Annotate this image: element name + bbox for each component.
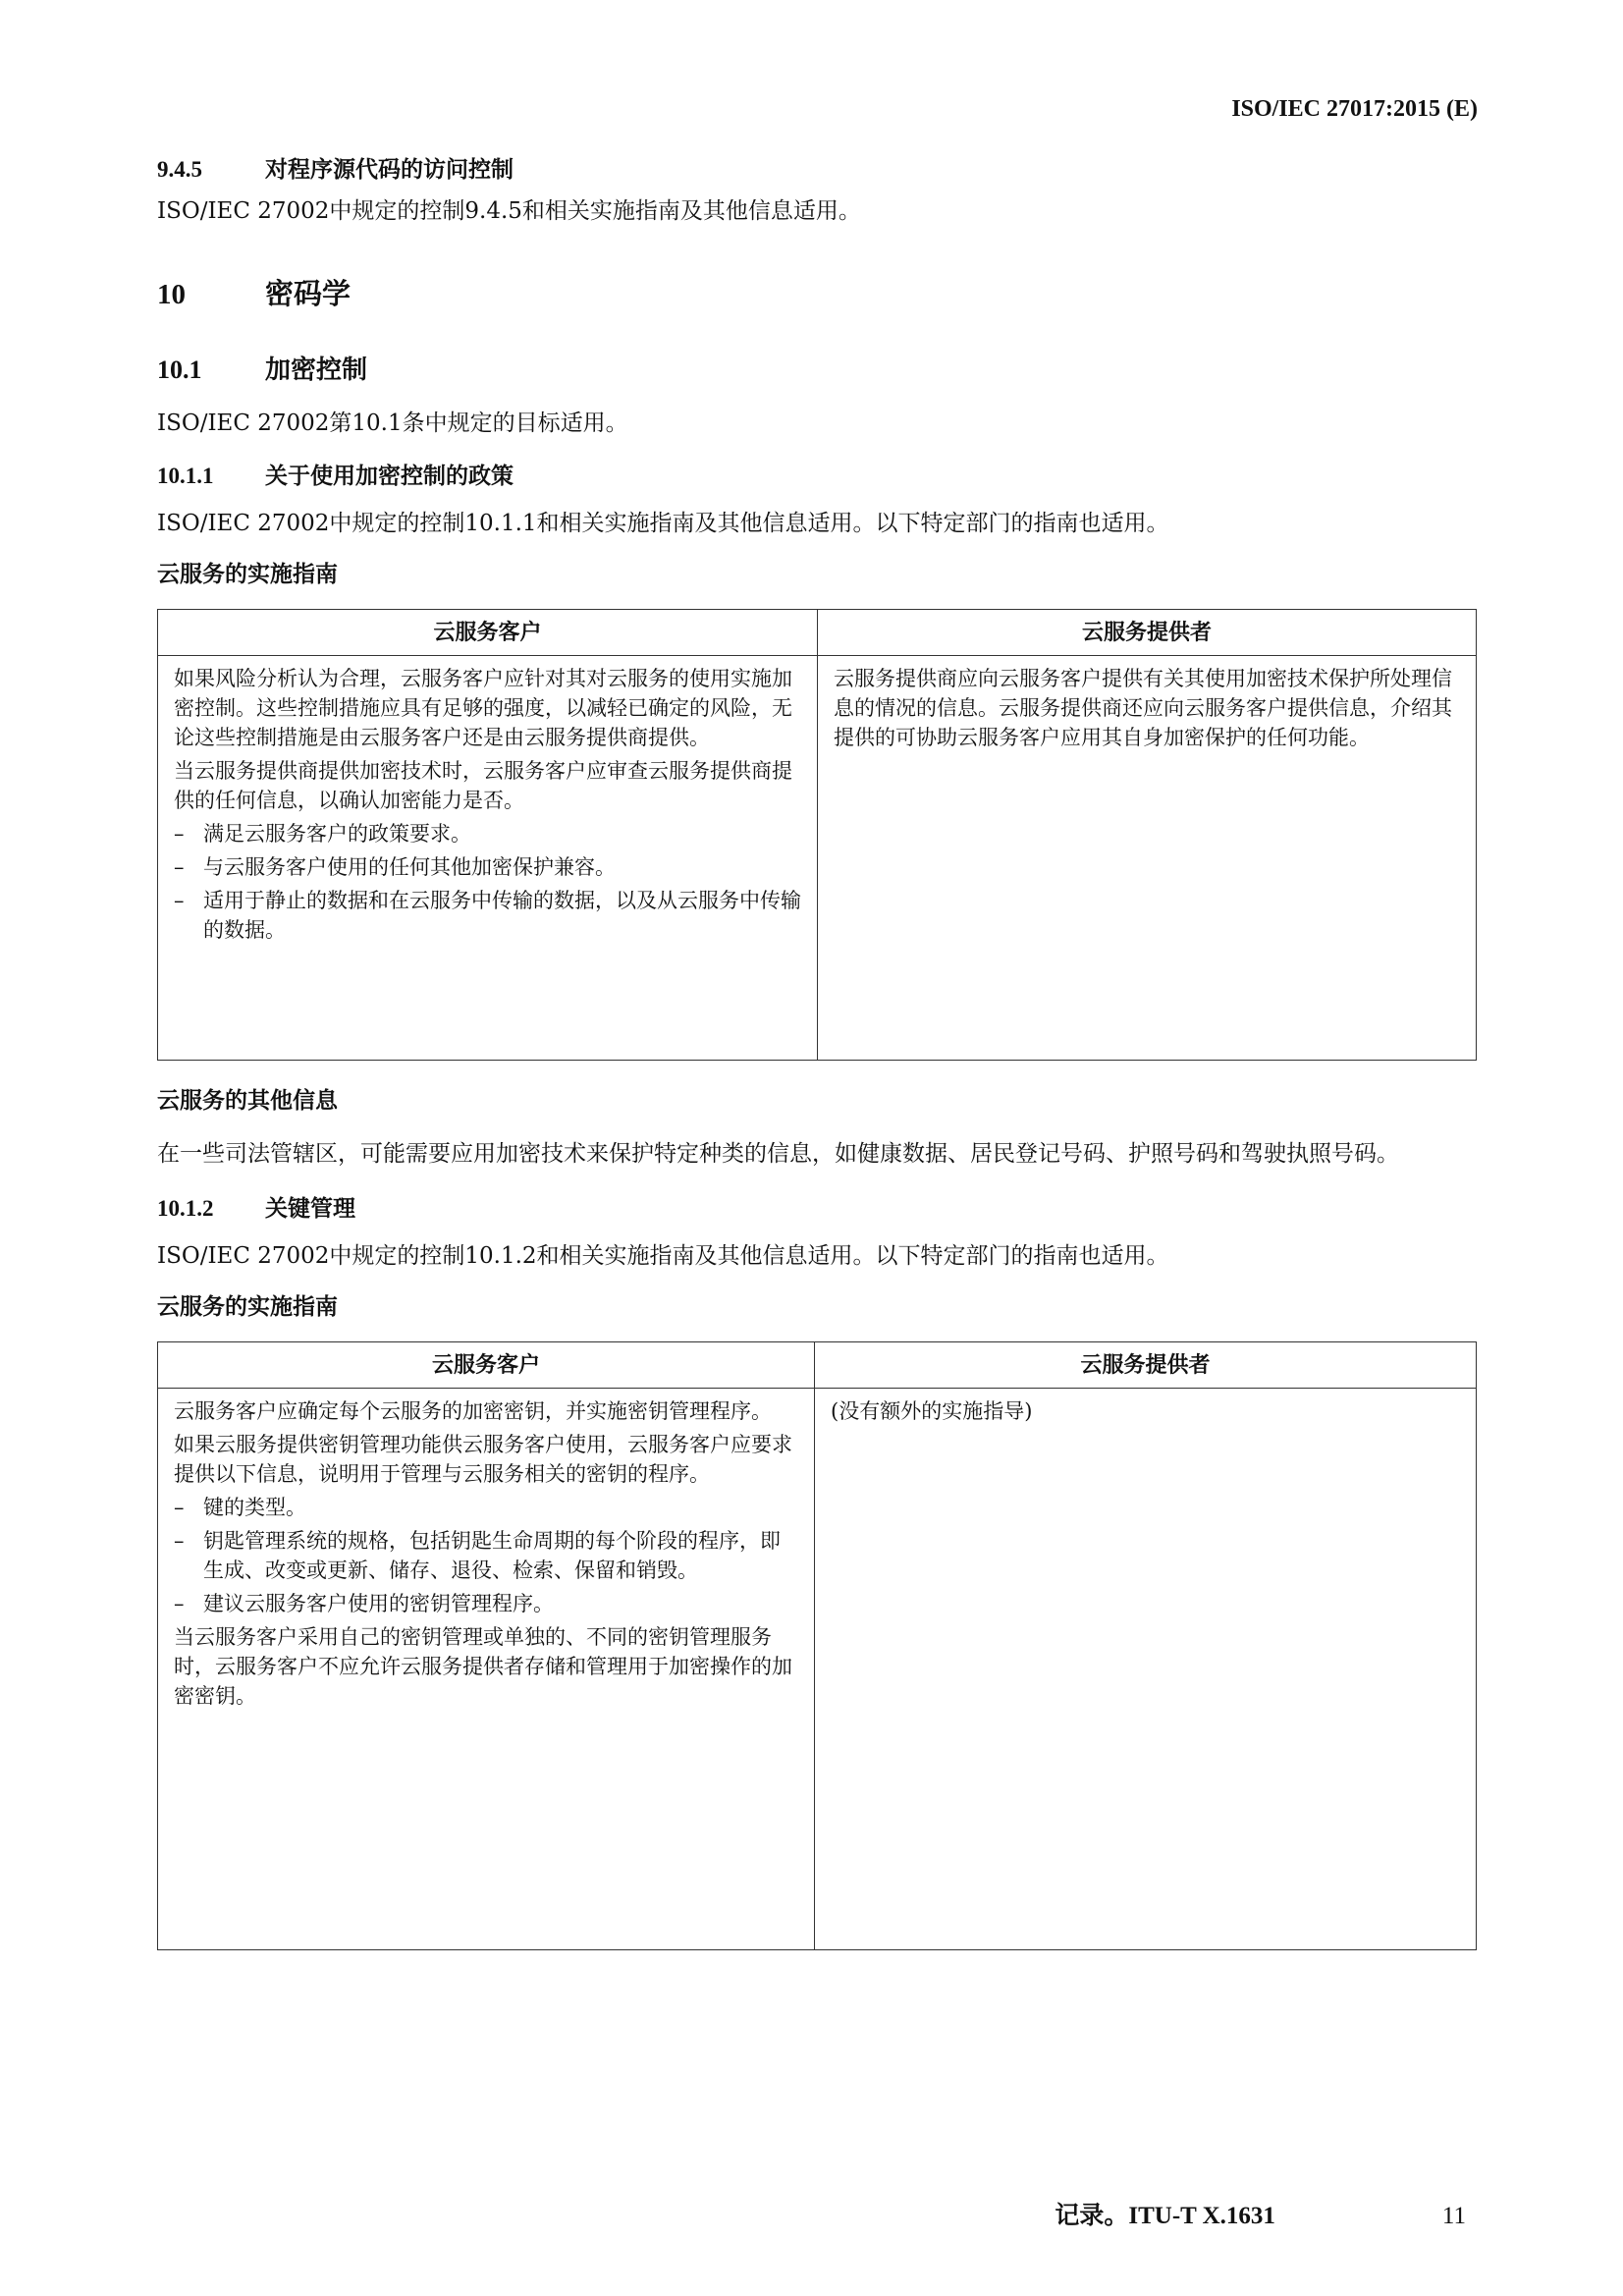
guidance-paragraph: 当云服务客户采用自己的密钥管理或单独的、不同的密钥管理服务时，云服务客户不应允许云服务提供者存储和管理用于加密操作的加密密钥。 [174, 1625, 792, 1708]
section-title: 密码学 [265, 277, 352, 310]
guidance-paragraph: 当云服务提供商提供加密技术时，云服务客户应审查云服务提供商提供的任何信息，以确认加密能力是否。 [174, 759, 792, 812]
list-item-text: 建议云服务客户使用的密钥管理程序。 [203, 1592, 554, 1615]
guide-label: 云服务的实施指南 [157, 561, 338, 587]
dash-bullet: – [174, 822, 185, 846]
section-number: 10.1.2 [157, 1196, 214, 1221]
list-item-text: 键的类型。 [203, 1496, 306, 1519]
guidance-table-10-1-1 [157, 609, 1477, 1061]
list-item [174, 1589, 798, 1618]
section-title: 加密控制 [265, 355, 368, 385]
list-item-text: 钥匙管理系统的规格，包括钥匙生命周期的每个阶段的程序，即生成、改变或更新、储存、退役、检索、保留和销毁。 [203, 1529, 781, 1582]
list-item [174, 1526, 798, 1585]
column-header-customer: 云服务客户 [158, 1342, 815, 1389]
customer-guidance-cell [158, 656, 818, 1061]
section-9-4-5-text: ISO/IEC 27002中规定的控制9.4.5和相关实施指南及其他信息适用。 [157, 198, 861, 224]
footer-record: 记录。ITU-T X.1631 [1055, 2203, 1275, 2229]
list-item-text: 满足云服务客户的政策要求。 [203, 822, 471, 846]
customer-guidance-cell [158, 1389, 815, 1950]
guidance-paragraph: 云服务客户应确定每个云服务的加密密钥，并实施密钥管理程序。 [174, 1399, 772, 1423]
section-10-heading [157, 267, 1478, 320]
section-title: 关于使用加密控制的政策 [265, 463, 514, 489]
section-title: 关键管理 [265, 1195, 355, 1222]
section-number: 10.1 [157, 355, 202, 384]
list-item [174, 819, 801, 848]
dash-bullet: – [174, 889, 185, 912]
list-item-text: 适用于静止的数据和在云服务中传输的数据，以及从云服务中传输的数据。 [203, 889, 801, 942]
dash-bullet: – [174, 1529, 185, 1553]
guidance-paragraph: 如果风险分析认为合理，云服务客户应针对其对云服务的使用实施加密控制。这些控制措施应具有足够的强度，以减轻已确定的风险，无论这些控制措施是由云服务客户还是由云服务提供商提供。 [174, 667, 792, 749]
dash-bullet: – [174, 1496, 185, 1519]
guidance-paragraph: 如果云服务提供密钥管理功能供云服务客户使用，云服务客户应要求提供以下信息，说明用于管理与云服务相关的密钥的程序。 [174, 1433, 792, 1486]
dash-bullet: – [174, 1592, 185, 1615]
list-item [174, 852, 801, 882]
section-title: 对程序源代码的访问控制 [265, 156, 514, 183]
section-10-1-heading [157, 346, 1478, 395]
section-10-1-2-text: ISO/IEC 27002中规定的控制10.1.2和相关实施指南及其他信息适用。以下特定部门的指南也适用。 [157, 1243, 1169, 1269]
column-header-provider: 云服务提供者 [815, 1342, 1477, 1389]
section-9-4-5-heading [157, 147, 1478, 192]
column-header-customer: 云服务客户 [158, 610, 818, 656]
section-number: 10 [157, 279, 186, 310]
section-10-1-1-heading [157, 454, 1478, 499]
other-info-label: 云服务的其他信息 [157, 1087, 338, 1114]
guidance-paragraph: 云服务提供商应向云服务客户提供有关其使用加密技术保护所处理信息的情况的信息。云服务提供商还应向云服务客户提供信息，介绍其提供的可协助云服务客户应用其自身加密保护的任何功能。 [834, 667, 1452, 749]
section-10-1-text: ISO/IEC 27002第10.1条中规定的目标适用。 [157, 410, 628, 436]
dash-bullet: – [174, 855, 185, 879]
column-header-provider: 云服务提供者 [818, 610, 1477, 656]
page-number: 11 [1441, 2203, 1466, 2229]
document-header: ISO/IEC 27017:2015 (E) [1231, 96, 1478, 122]
list-item [174, 1493, 798, 1522]
guidance-table-10-1-2 [157, 1341, 1477, 1950]
section-10-1-2-heading [157, 1186, 1478, 1231]
guidance-paragraph: (没有额外的实施指导) [831, 1399, 1033, 1423]
provider-guidance-cell [818, 656, 1477, 1061]
section-number: 9.4.5 [157, 157, 202, 182]
provider-guidance-cell [815, 1389, 1477, 1950]
section-number: 10.1.1 [157, 464, 214, 488]
list-item [174, 886, 801, 945]
page-content [157, 147, 1478, 1972]
other-info-text: 在一些司法管辖区，可能需要应用加密技术来保护特定种类的信息，如健康数据、居民登记号码、护照号码和驾驶执照号码。 [157, 1141, 1399, 1167]
list-item-text: 与云服务客户使用的任何其他加密保护兼容。 [203, 855, 616, 879]
page-footer [1055, 2196, 1466, 2231]
section-10-1-1-text: ISO/IEC 27002中规定的控制10.1.1和相关实施指南及其他信息适用。以下特定部门的指南也适用。 [157, 511, 1169, 536]
guide-label: 云服务的实施指南 [157, 1293, 338, 1320]
